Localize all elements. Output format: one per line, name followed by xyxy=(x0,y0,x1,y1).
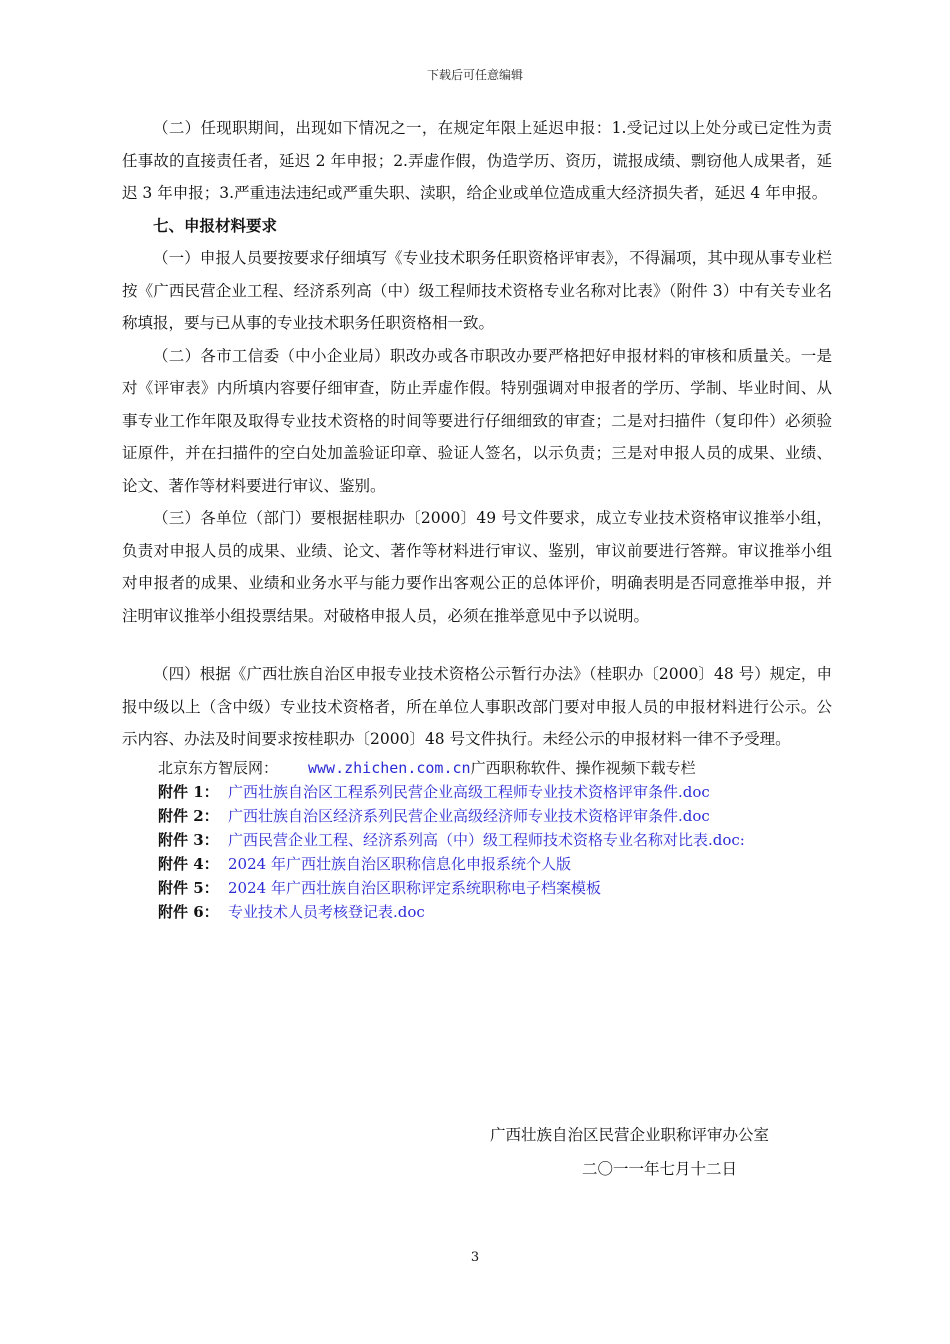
website-link[interactable]: www.zhichen.com.cn xyxy=(308,758,471,777)
signature-date: 二〇一一年七月十二日 xyxy=(582,1160,738,1178)
attachment-label: 附件 4： xyxy=(158,854,219,873)
paragraph-delay-conditions: （二）任现职期间，出现如下情况之一，在规定年限上延迟申报：1.受记过以上处分或已定性为责任事故的直接责任者，延迟 2 年申报；2.弄虚作假，伪造学历、资历，谎报成绩、剽窃他人成果者，延迟 3 年申报；3.严重违法违纪或严重失职、渎职，给企业或单位造成重大经济损失者，延迟 4 年申报。 xyxy=(122,119,832,202)
attachment-label: 附件 2： xyxy=(158,806,219,825)
attachment-link[interactable]: 专业技术人员考核登记表.doc xyxy=(228,902,425,921)
attachment-item xyxy=(158,876,832,900)
attachment-label: 附件 6： xyxy=(158,902,219,921)
website-row xyxy=(158,756,832,780)
attachment-item xyxy=(158,852,832,876)
document-body xyxy=(122,112,832,924)
attachment-label: 附件 5： xyxy=(158,878,219,897)
attachment-link[interactable]: 广西壮族自治区经济系列民营企业高级经济师专业技术资格评审条件.doc xyxy=(228,806,710,825)
attachment-item xyxy=(158,780,832,804)
paragraph-publicity: （四）根据《广西壮族自治区申报专业技术资格公示暂行办法》（桂职办〔2000〕48 号）规定，申报中级以上（含中级）专业技术资格者，所在单位人事职改部门要对申报人员的申报材料进行公示。公示内容、办法及时间要求按桂职办〔2000〕48 号文件执行。未经公示的申报材料一律不予受理。 xyxy=(122,665,832,748)
attachment-label: 附件 1： xyxy=(158,782,219,801)
page-header: 下载后可任意编辑 xyxy=(426,68,523,82)
page-number: 3 xyxy=(470,1250,480,1265)
paragraph-review-quality: （二）各市工信委（中小企业局）职改办或各市职改办要严格把好申报材料的审核和质量关。一是对《评审表》内所填内容要仔细审查，防止弄虚作假。特别强调对申报者的学历、学制、毕业时间、从事专业工作年限及取得专业技术资格的时间等要进行仔细细致的审查；二是对扫描件（复印件）必须验证原件，并在扫描件的空白处加盖验证印章、验证人签名，以示负责；三是对申报人员的成果、业绩、论文、著作等材料要进行审议、鉴别。 xyxy=(122,346,832,495)
attachment-link[interactable]: 广西民营企业工程、经济系列高（中）级工程师技术资格专业名称对比表.doc: xyxy=(228,830,745,849)
attachment-list xyxy=(158,756,832,924)
paragraph-fill-form: （一）申报人员要按要求仔细填写《专业技术职务任职资格评审表》，不得漏项，其中现从事专业栏按《广西民营企业工程、经济系列高（中）级工程师技术资格专业名称对比表》（附件 3）中有关专业名称填报，要与已从事的专业技术职务任职资格相一致。 xyxy=(122,249,832,332)
signature-organization: 广西壮族自治区民营企业职称评审办公室 xyxy=(490,1126,770,1144)
attachment-link[interactable]: 2024 年广西壮族自治区职称评定系统职称电子档案模板 xyxy=(228,878,601,897)
website-label: 北京东方智辰网： xyxy=(158,758,279,777)
attachment-label: 附件 3： xyxy=(158,830,219,849)
website-description: 广西职称软件、操作视频下载专栏 xyxy=(470,758,696,777)
section-heading-materials: 七、申报材料要求 xyxy=(153,215,278,235)
attachment-item xyxy=(158,804,832,828)
attachment-link[interactable]: 广西壮族自治区工程系列民营企业高级工程师专业技术资格评审条件.doc xyxy=(228,782,710,801)
attachment-item xyxy=(158,828,832,852)
attachment-item xyxy=(158,900,832,924)
paragraph-review-group: （三）各单位（部门）要根据桂职办〔2000〕49 号文件要求，成立专业技术资格审议推举小组，负责对申报人员的成果、业绩、论文、著作等材料进行审议、鉴别，审议前要进行答辩。审议推举小组对申报者的成果、业绩和业务水平与能力要作出客观公正的总体评价，明确表明是否同意推举申报，并注明审议推举小组投票结果。对破格申报人员，必须在推举意见中予以说明。 xyxy=(122,509,832,625)
attachment-link[interactable]: 2024 年广西壮族自治区职称信息化申报系统个人版 xyxy=(228,854,571,873)
